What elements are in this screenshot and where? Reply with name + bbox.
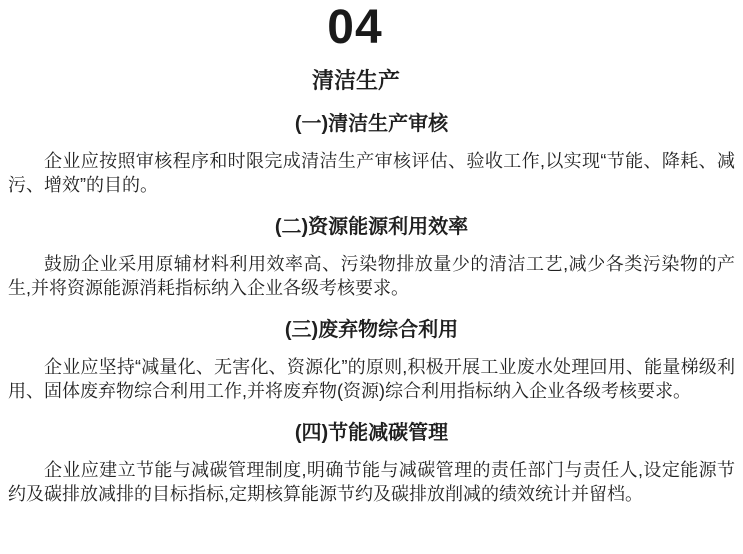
subsection-paragraph: 企业应坚持“减量化、无害化、资源化”的原则,积极开展工业废水处理回用、能量梯级利用、固体废弃物综合利用工作,并将废弃物(资源)综合利用指标纳入企业各级考核要求。 [8,357,735,401]
subsection-waste-comprehensive-utilization [8,317,735,403]
subsection-energy-saving-carbon-management [8,420,735,506]
page-title: 清洁生产 [311,68,400,93]
subsection-paragraph: 企业应建立节能与减碳管理制度,明确节能与减碳管理的责任部门与责任人,设定能源节约及碳排放减排的目标指标,定期核算能源节约及碳排放削减的绩效统计并留档。 [8,460,735,504]
subsection-resource-energy-efficiency [8,214,735,300]
subsection-clean-production-audit [8,111,735,197]
subsection-paragraph: 鼓励企业采用原辅材料利用效率高、污染物排放量少的清洁工艺,减少各类污染物的产生,并将资源能源消耗指标纳入企业各级考核要求。 [8,254,735,298]
subsection-heading: (一)清洁生产审核 [294,113,449,135]
subsection-heading: (二)资源能源利用效率 [274,216,469,238]
subsection-paragraph: 企业应按照审核程序和时限完成清洁生产审核评估、验收工作,以实现“节能、降耗、减污、增效”的目的。 [8,151,735,195]
subsection-heading: (三)废弃物综合利用 [284,319,459,341]
subsection-heading: (四)节能减碳管理 [294,422,449,444]
section-number: 04 [327,1,383,54]
